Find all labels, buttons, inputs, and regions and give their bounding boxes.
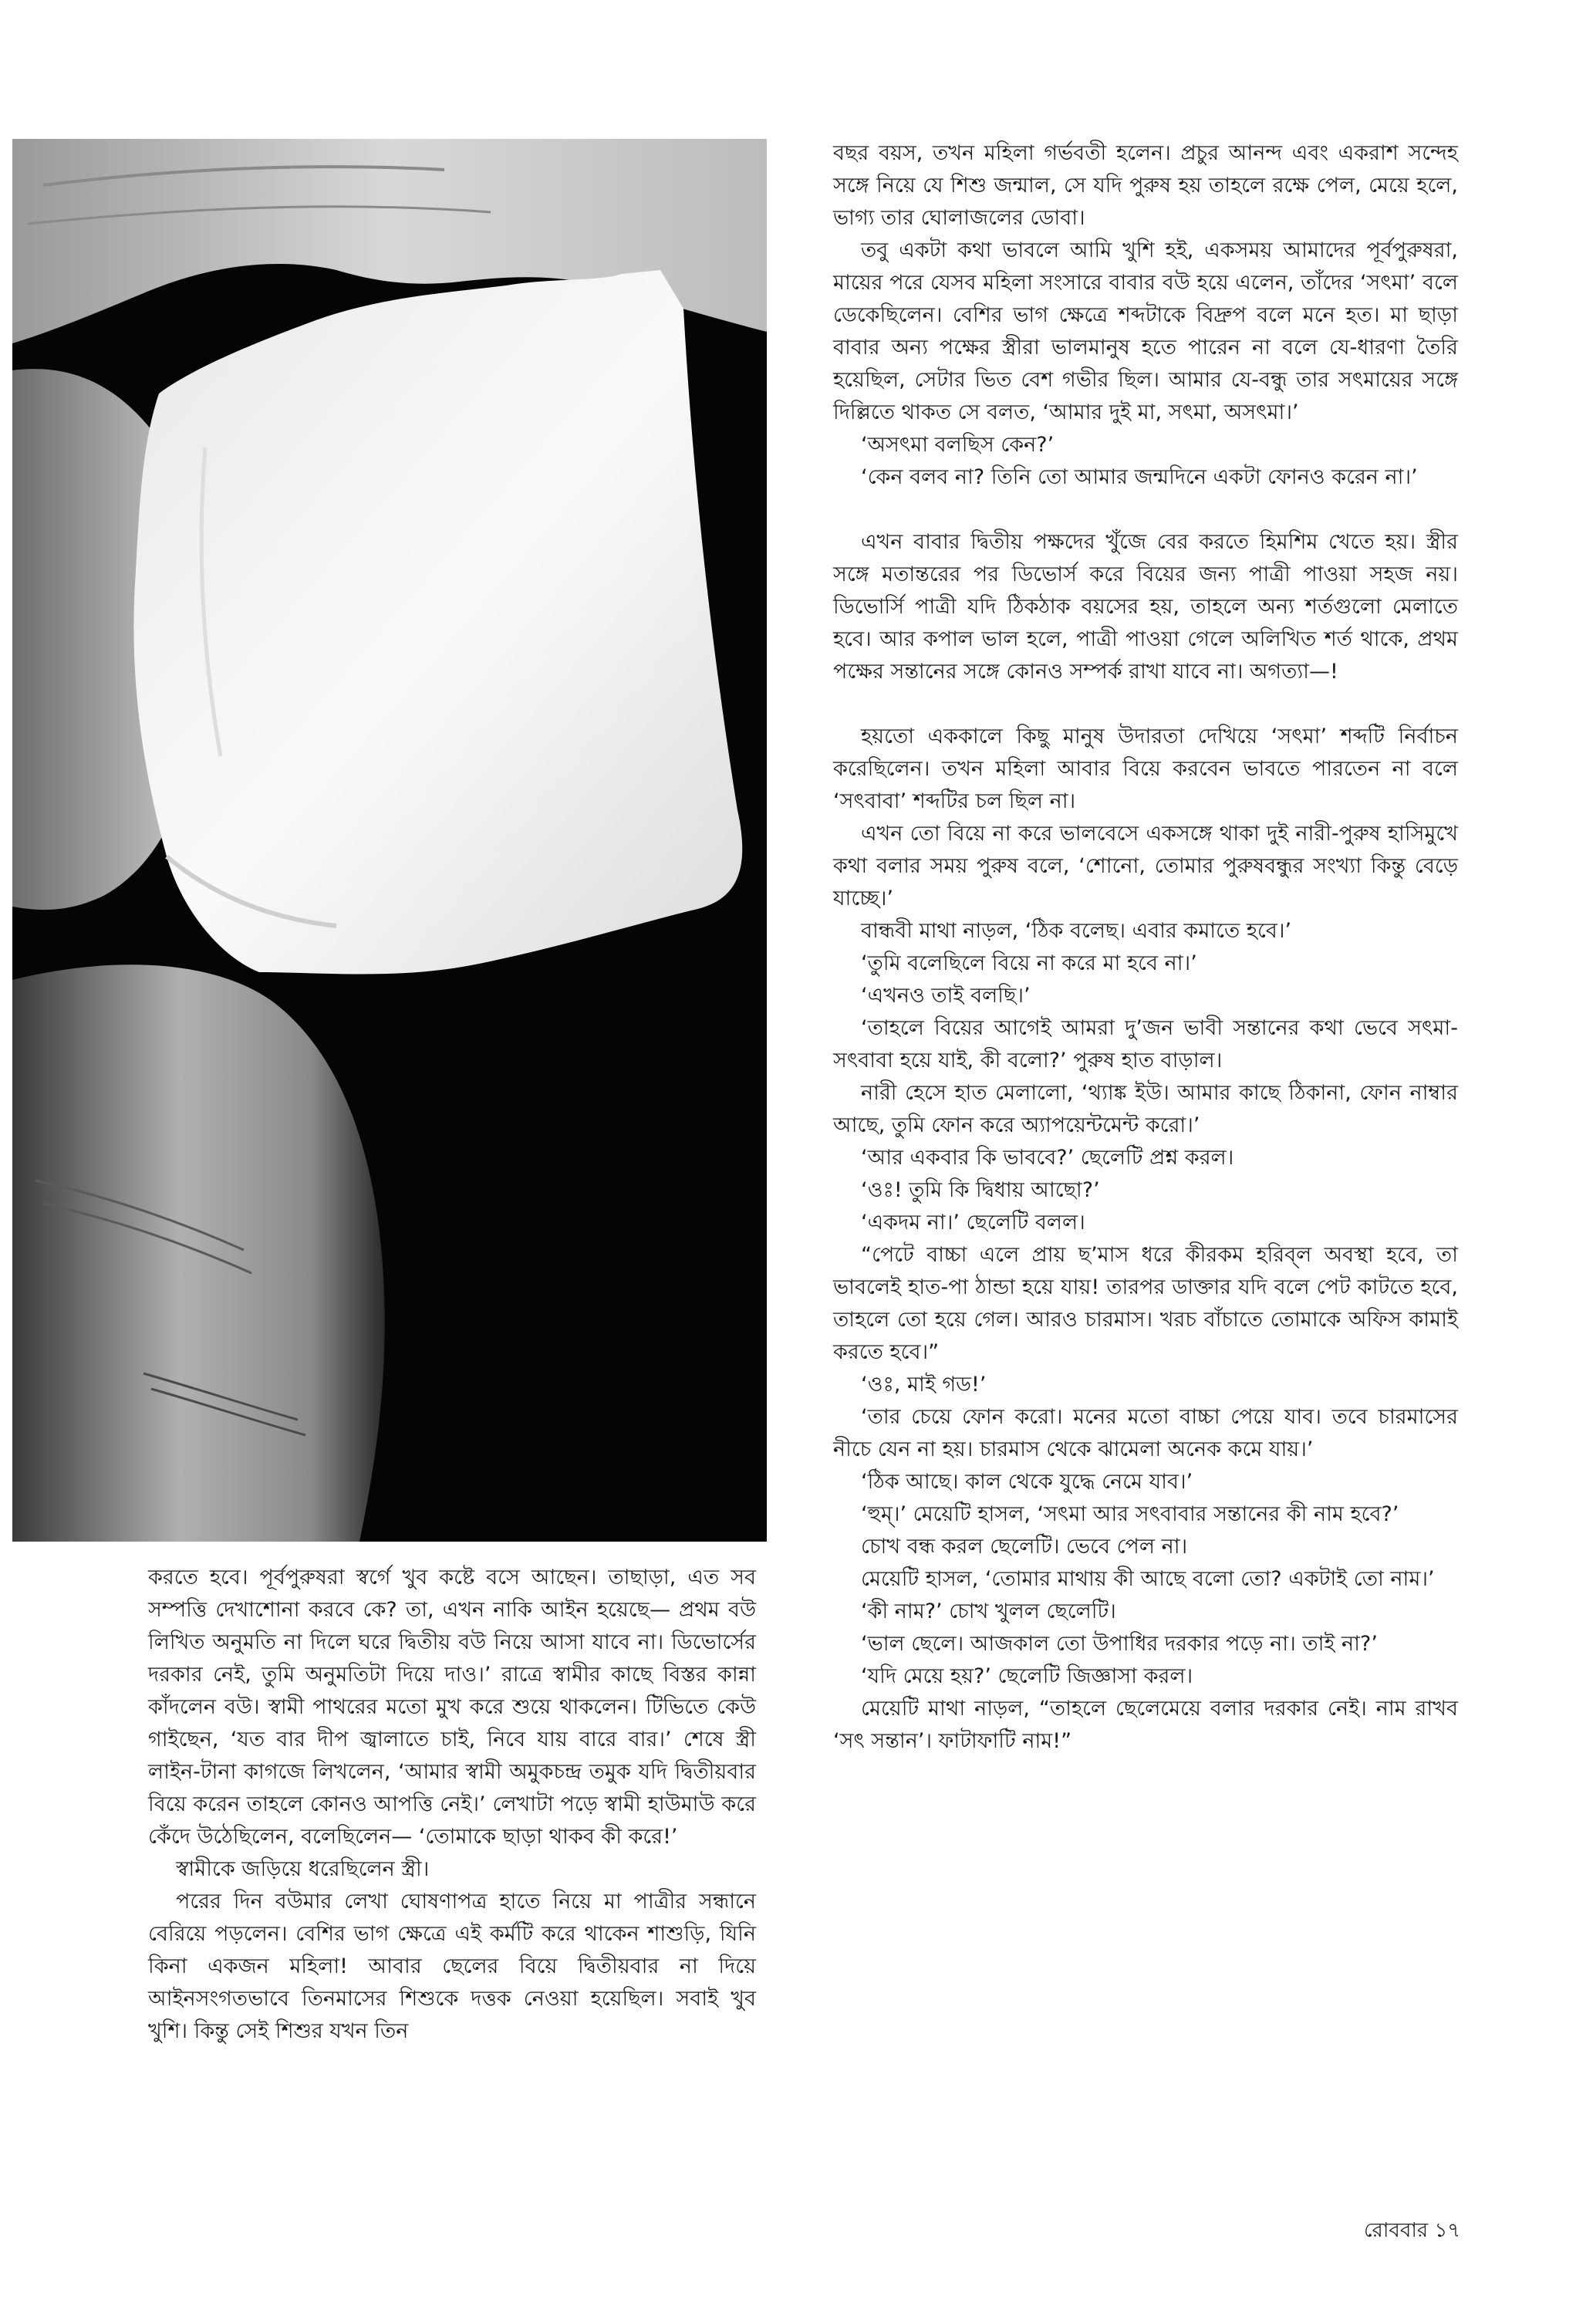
paragraph: বান্ধবী মাথা নাড়ল, ‘ঠিক বলেছ। এবার কমাতে হবে।’ — [861, 919, 1292, 943]
paragraph: মেয়েটি হাসল, ‘তোমার মাথায় কী আছে বলো তো? একটাই তো নাম।’ — [861, 1567, 1435, 1591]
article-text-left-column — [148, 1562, 756, 2048]
paragraph: ‘ওঃ! তুমি কি দ্বিধায় আছো?’ — [861, 1178, 1100, 1202]
paragraph: ‘এখনও তাই বলছি।’ — [861, 984, 1031, 1008]
paragraph: তবু একটা কথা ভাবলে আমি খুশি হই, একসময় আমাদের পূর্বপুরুষরা, মায়ের পরে যেসব মহিলা সংসারে বাবার বউ হয়ে এলেন, তাঁদের ‘সৎমা’ বলে ডেকেছিলেন। বেশির ভাগ ক্ষেত্রে শব্দটাকে বিদ্রুপ বলে মনে হত। মা ছাড়া বাবার অন্য পক্ষের স্ত্রীরা ভালমানুষ হতে পারেন না বলে যে-ধারণা তৈরি হয়েছিল, সেটার ভিত বেশ গভীর ছিল। আমার যে-বন্ধু তার সৎমায়ের সঙ্গে দিল্লিতে থাকত সে বলত, ‘আমার দুই মা, সৎমা, অসৎমা।’ — [833, 238, 1458, 424]
paragraph: পরের দিন বউমার লেখা ঘোষণাপত্র হাতে নিয়ে মা পাত্রীর সন্ধানে বেরিয়ে পড়লেন। বেশির ভাগ ক্ষেত্রে এই কর্মটি করে থাকেন শাশুড়ি, যিনি কিনা একজন মহিলা! আবার ছেলের বিয়ে দ্বিতীয়বার না দিয়ে আইনসংগতভাবে তিনমাসের শিশুকে দত্তক নেওয়া হয়েছিল। সবাই খুব খুশি। কিন্তু সেই শিশুর যখন তিন — [148, 1890, 756, 2043]
paragraph: ‘তার চেয়ে ফোন করো। মনের মতো বাচ্চা পেয়ে যাব। তবে চারমাসের নীচে যেন না হয়। চারমাস থেকে ঝামেলা অনেক কমে যায়।’ — [833, 1405, 1458, 1461]
paragraph: চোখ বন্ধ করল ছেলেটি। ভেবে পেল না। — [861, 1535, 1188, 1559]
paragraph: করতে হবে। পূর্বপুরুষরা স্বর্গে খুব কষ্টে বসে আছেন। তাছাড়া, এত সব সম্পত্তি দেখাশোনা করবে কে? তা, এখন নাকি আইন হয়েছে— প্রথম বউ লিখিত অনুমতি না দিলে ঘরে দ্বিতীয় বউ নিয়ে আসা যাবে না। ডিভোর্সের দরকার নেই, তুমি অনুমতিটা দিয়ে দাও।’ রাত্রে স্বামীর কাছে বিস্তর কান্না কাঁদলেন বউ। স্বামী পাথরের মতো মুখ করে শুয়ে থাকলেন। টিভিতে কেউ গাইছেন, ‘যত বার দীপ জ্বালাতে চাই, নিবে যায় বারে বার।’ শেষে স্ত্রী লাইন-টানা কাগজে লিখলেন, ‘আমার স্বামী অমুকচন্দ্র তমুক যদি দ্বিতীয়বার বিয়ে করেন তাহলে কোনও আপত্তি নেই।’ লেখাটা পড়ে স্বামী হাউমাউ করে কেঁদে উঠেছিলেন, বলেছিলেন— ‘তোমাকে ছাড়া থাকব কী করে!’ — [148, 1566, 756, 1849]
paragraph: ‘হুম্‌।’ মেয়েটি হাসল, ‘সৎমা আর সৎবাবার সন্তানের কী নাম হবে?’ — [861, 1502, 1399, 1526]
paragraph: ‘তাহলে বিয়ের আগেই আমরা দু’জন ভাবী সন্তানের কথা ভেবে সৎমা-সৎবাবা হয়ে যাই, কী বলো?’ পুরুষ হাত বাড়াল। — [833, 1016, 1458, 1072]
page-footer: রোববার ১৭ — [1364, 2219, 1461, 2242]
fingers-and-cloth-image — [12, 139, 767, 1542]
paragraph: ‘ঠিক আছে। কাল থেকে যুদ্ধে নেমে যাব।’ — [861, 1470, 1193, 1494]
paragraph: ‘অসৎমা বলছিস কেন?’ — [861, 433, 1055, 457]
paragraph: নারী হেসে হাত মেলালো, ‘থ্যাঙ্ক ইউ। আমার কাছে ঠিকানা, ফোন নাম্বার আছে, তুমি ফোন করে অ্যাপয়েন্টমেন্ট করো।’ — [833, 1081, 1458, 1137]
paragraph: এখন বাবার দ্বিতীয় পক্ষদের খুঁজে বের করতে হিমশিম খেতে হয়। স্ত্রীর সঙ্গে মতান্তরের পর ডিভোর্স করে বিয়ের জন্য পাত্রী পাওয়া সহজ নয়। ডিভোর্সি পাত্রী যদি ঠিকঠাক বয়সের হয়, তাহলে অন্য শর্তগুলো মেলাতে হবে। আর কপাল ভাল হলে, পাত্রী পাওয়া গেলে অলিখিত শর্ত থাকে, প্রথম পক্ষের সন্তানের সঙ্গে কোনও সম্পর্ক রাখা যাবে না। অগত্যা—! — [833, 530, 1458, 684]
paragraph: হয়তো এককালে কিছু মানুষ উদারতা দেখিয়ে ‘সৎমা’ শব্দটি নির্বাচন করেছিলেন। তখন মহিলা আবার বিয়ে করবেন ভাবতে পারতেন না বলে ‘সৎবাবা’ শব্দটির চল ছিল না। — [833, 725, 1458, 813]
article-text-right-column — [833, 137, 1458, 1758]
paragraph: “পেটে বাচ্চা এলে প্রায় ছ’মাস ধরে কীরকম হরিব্‌ল অবস্থা হবে, তা ভাবলেই হাত-পা ঠান্ডা হয়ে যায়! তারপর ডাক্তার যদি বলে পেট কাটতে হবে, তাহলে তো হয়ে গেল। আরও চারমাস। খরচ বাঁচাতে তোমাকে অফিস কামাই করতে হবে।” — [833, 1243, 1458, 1364]
paragraph: স্বামীকে জড়িয়ে ধরেছিলেন স্ত্রী। — [176, 1857, 430, 1881]
paragraph: ‘আর একবার কি ভাববে?’ ছেলেটি প্রশ্ন করল। — [861, 1146, 1234, 1170]
paragraph: ‘কেন বলব না? তিনি তো আমার জন্মদিনে একটা ফোনও করেন না।’ — [861, 465, 1418, 489]
paragraph: ‘তুমি বলেছিলে বিয়ে না করে মা হবে না।’ — [861, 951, 1197, 975]
article-photo — [12, 139, 767, 1542]
paragraph: ‘একদম না।’ ছেলেটি বলল। — [861, 1211, 1085, 1235]
paragraph: ‘কী নাম?’ চোখ খুলল ছেলেটি। — [861, 1599, 1116, 1623]
paragraph: ‘ওঃ, মাই গড!’ — [861, 1373, 987, 1397]
paragraph: এখন তো বিয়ে না করে ভালবেসে একসঙ্গে থাকা দুই নারী-পুরুষ হাসিমুখে কথা বলার সময় পুরুষ বলে, ‘শোনো, তোমার পুরুষবন্ধুর সংখ্যা কিন্তু বেড়ে যাচ্ছে।’ — [833, 822, 1458, 910]
paragraph: ‘ভাল ছেলে। আজকাল তো উপাধির দরকার পড়ে না। তাই না?’ — [861, 1632, 1378, 1656]
paragraph: মেয়েটি মাথা নাড়ল, “তাহলে ছেলেমেয়ে বলার দরকার নেই। নাম রাখব ‘সৎ সন্তান’। ফাটাফাটি নাম!” — [833, 1697, 1458, 1753]
paragraph: বছর বয়স, তখন মহিলা গর্ভবতী হলেন। প্রচুর আনন্দ এবং একরাশ সন্দেহ সঙ্গে নিয়ে যে শিশু জন্মাল, সে যদি পুরুষ হয় তাহলে রক্ষে পেল, মেয়ে হলে, ভাগ্য তার ঘোলাজলের ডোবা। — [833, 141, 1458, 230]
paragraph: ‘যদি মেয়ে হয়?’ ছেলেটি জিজ্ঞাসা করল। — [861, 1664, 1193, 1688]
